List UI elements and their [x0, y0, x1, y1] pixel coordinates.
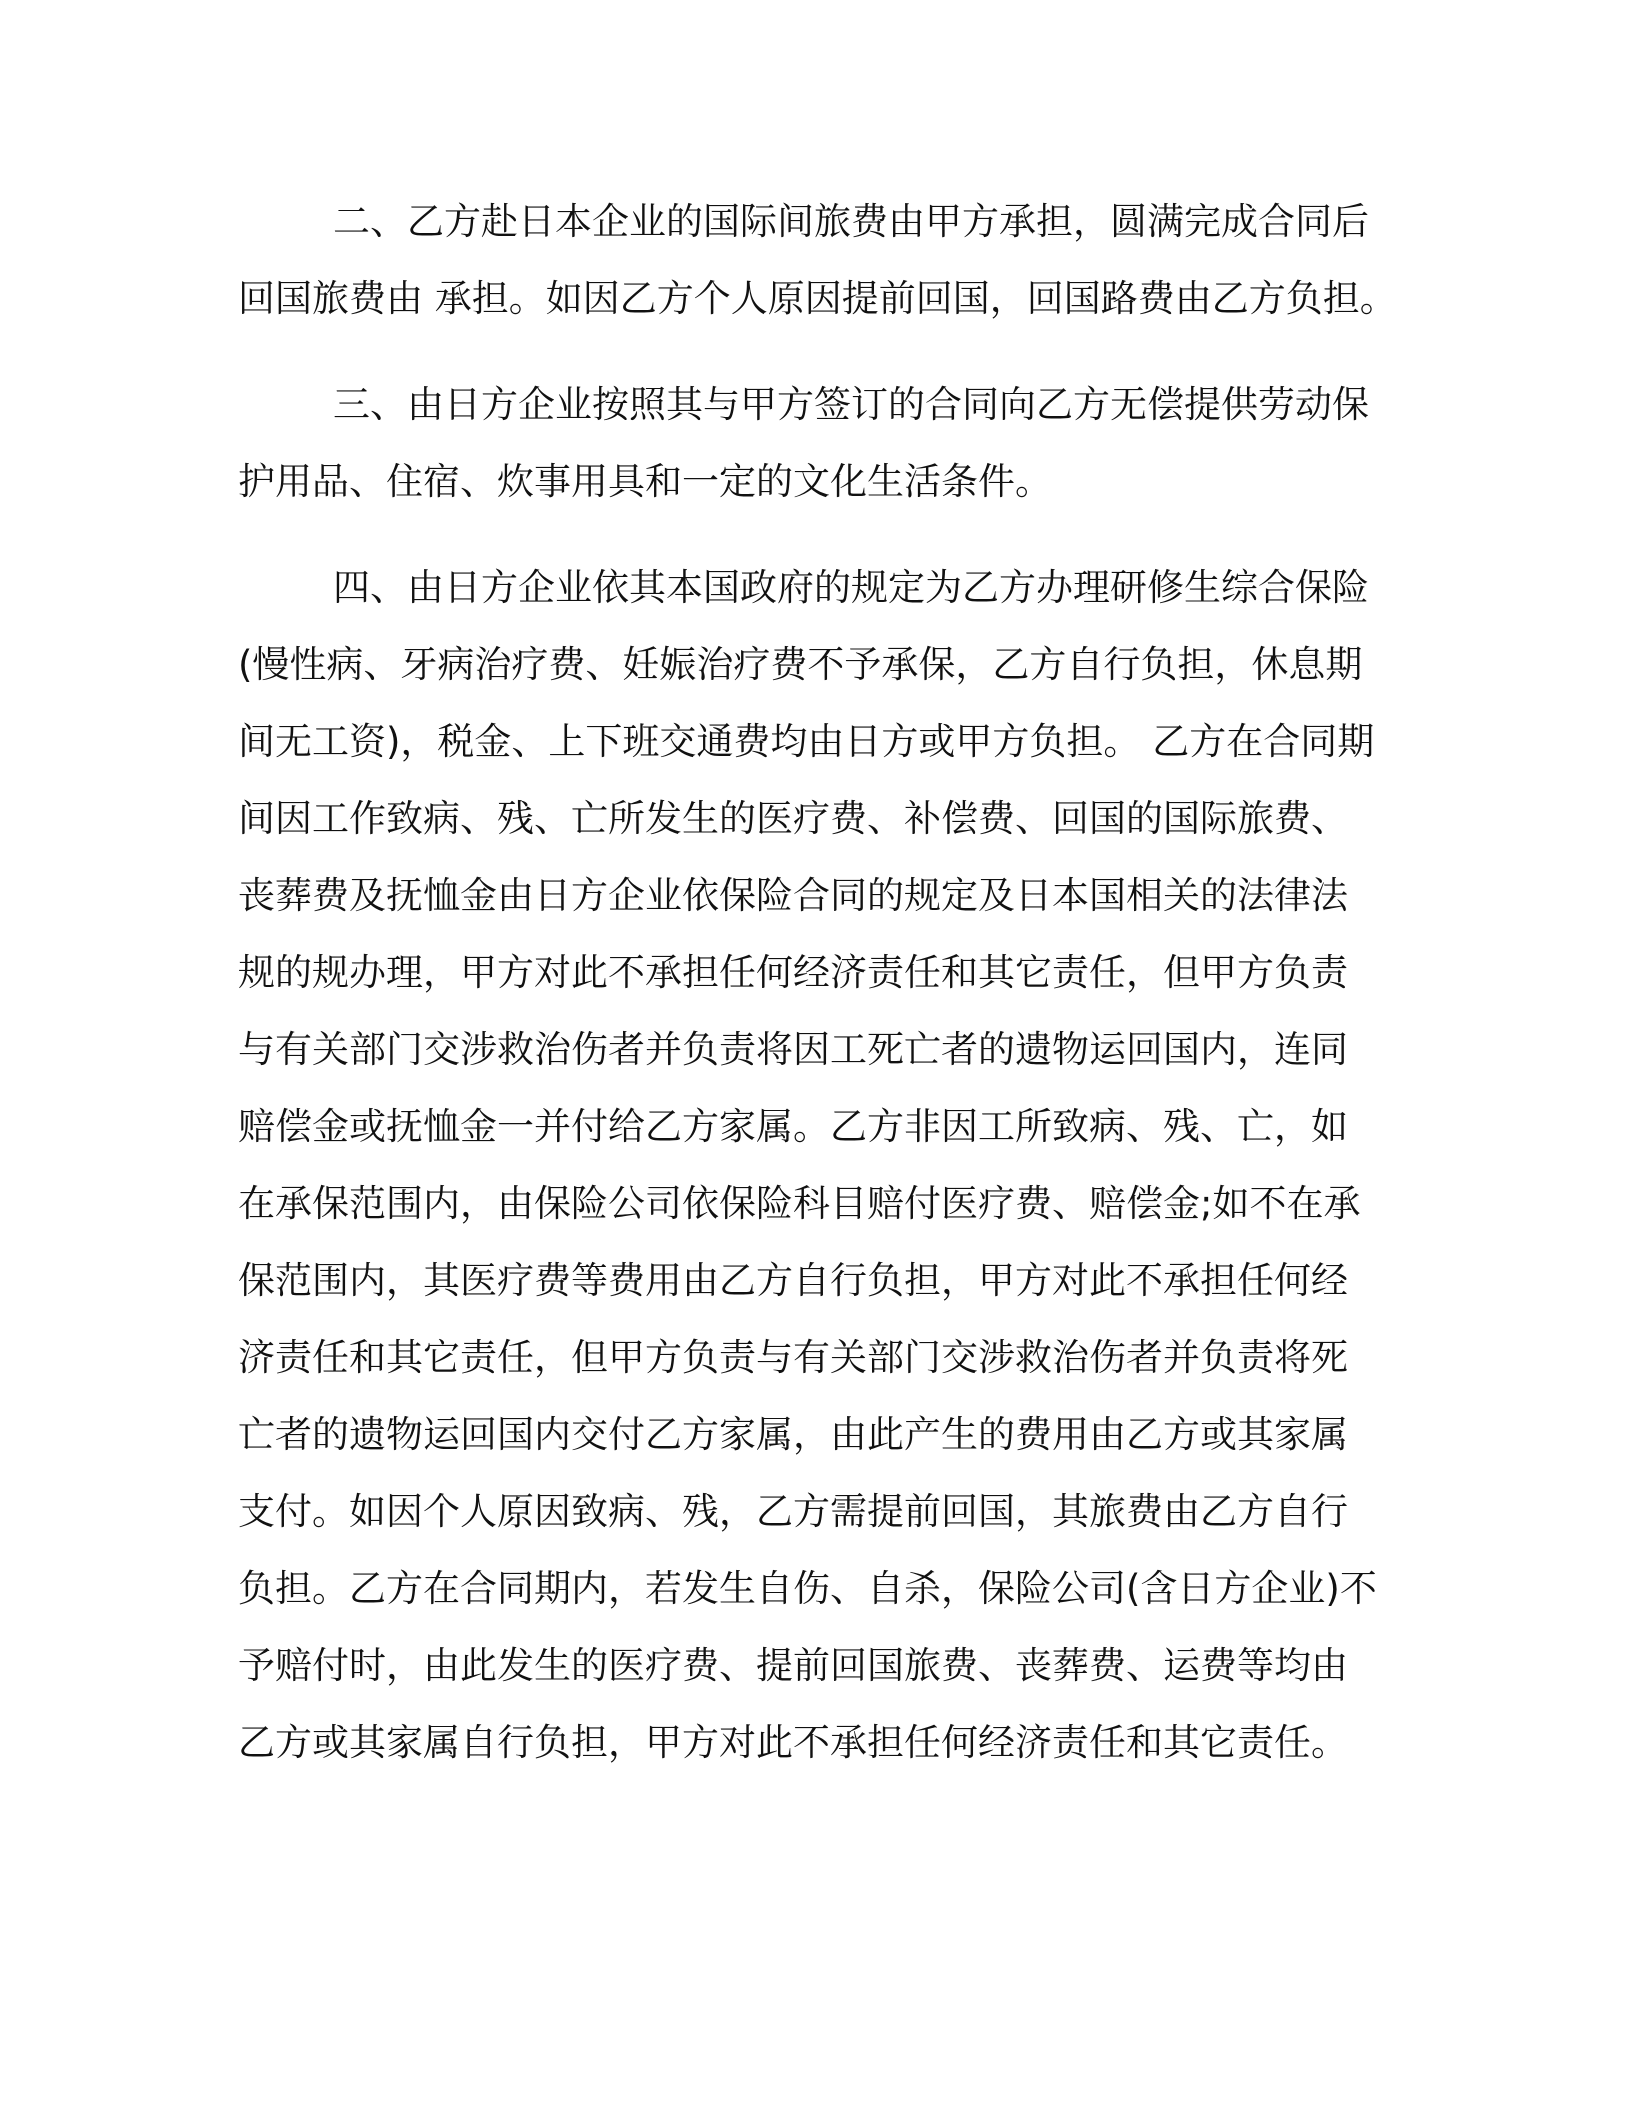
paragraph-2 — [238, 183, 1397, 337]
paragraph-3 — [238, 366, 1378, 520]
text-line: 规的规办理，甲方对此不承担任何经济责任和其它责任，但甲方负责 — [238, 951, 1348, 994]
text-line: 间因工作致病、残、亡所发生的医疗费、补偿费、回国的国际旅费、 — [238, 797, 1348, 840]
text-line: 护用品、住宿、炊事用具和一定的文化生活条件。 — [238, 460, 1052, 503]
text-line: 保范围内，其医疗费等费用由乙方自行负担，甲方对此不承担任何经 — [238, 1259, 1348, 1302]
text-line: 负担。乙方在合同期内，若发生自伤、自杀，保险公司(含日方企业)不 — [238, 1567, 1377, 1610]
text-line: 二、乙方赴日本企业的国际间旅费由甲方承担，圆满完成合同后 — [333, 200, 1369, 243]
text-line: 间无工资)，税金、上下班交通费均由日方或甲方负担。 乙方在合同期 — [238, 720, 1375, 763]
text-line: 乙方或其家属自行负担，甲方对此不承担任何经济责任和其它责任。 — [238, 1721, 1348, 1764]
text-line: 与有关部门交涉救治伤者并负责将因工死亡者的遗物运回国内，连同 — [238, 1028, 1348, 1071]
text-line: 支付。如因个人原因致病、残，乙方需提前回国，其旅费由乙方自行 — [238, 1490, 1348, 1533]
text-line: 丧葬费及抚恤金由日方企业依保险合同的规定及日本国相关的法律法 — [238, 874, 1348, 917]
text-line: 济责任和其它责任，但甲方负责与有关部门交涉救治伤者并负责将死 — [238, 1336, 1348, 1379]
text-line: 赔偿金或抚恤金一并付给乙方家属。乙方非因工所致病、残、亡，如 — [238, 1105, 1348, 1148]
document-body — [238, 183, 1397, 1781]
text-line: (慢性病、牙病治疗费、妊娠治疗费不予承保，乙方自行负担，休息期 — [238, 643, 1363, 686]
text-line: 在承保范围内，由保险公司依保险科目赔付医疗费、赔偿金;如不在承 — [238, 1182, 1361, 1225]
text-line: 三、由日方企业按照其与甲方签订的合同向乙方无偿提供劳动保 — [333, 383, 1369, 426]
text-line: 亡者的遗物运回国内交付乙方家属，由此产生的费用由乙方或其家属 — [238, 1413, 1348, 1456]
paragraph-4 — [238, 549, 1378, 1781]
paragraph-spacer — [238, 337, 1378, 366]
text-line: 四、由日方企业依其本国政府的规定为乙方办理研修生综合保险 — [333, 566, 1369, 609]
text-line: 回国旅费由 承担。如因乙方个人原因提前回国，回国路费由乙方负担。 — [238, 277, 1397, 320]
text-line: 予赔付时，由此发生的医疗费、提前回国旅费、丧葬费、运费等均由 — [238, 1644, 1348, 1687]
paragraph-spacer — [238, 520, 1378, 549]
